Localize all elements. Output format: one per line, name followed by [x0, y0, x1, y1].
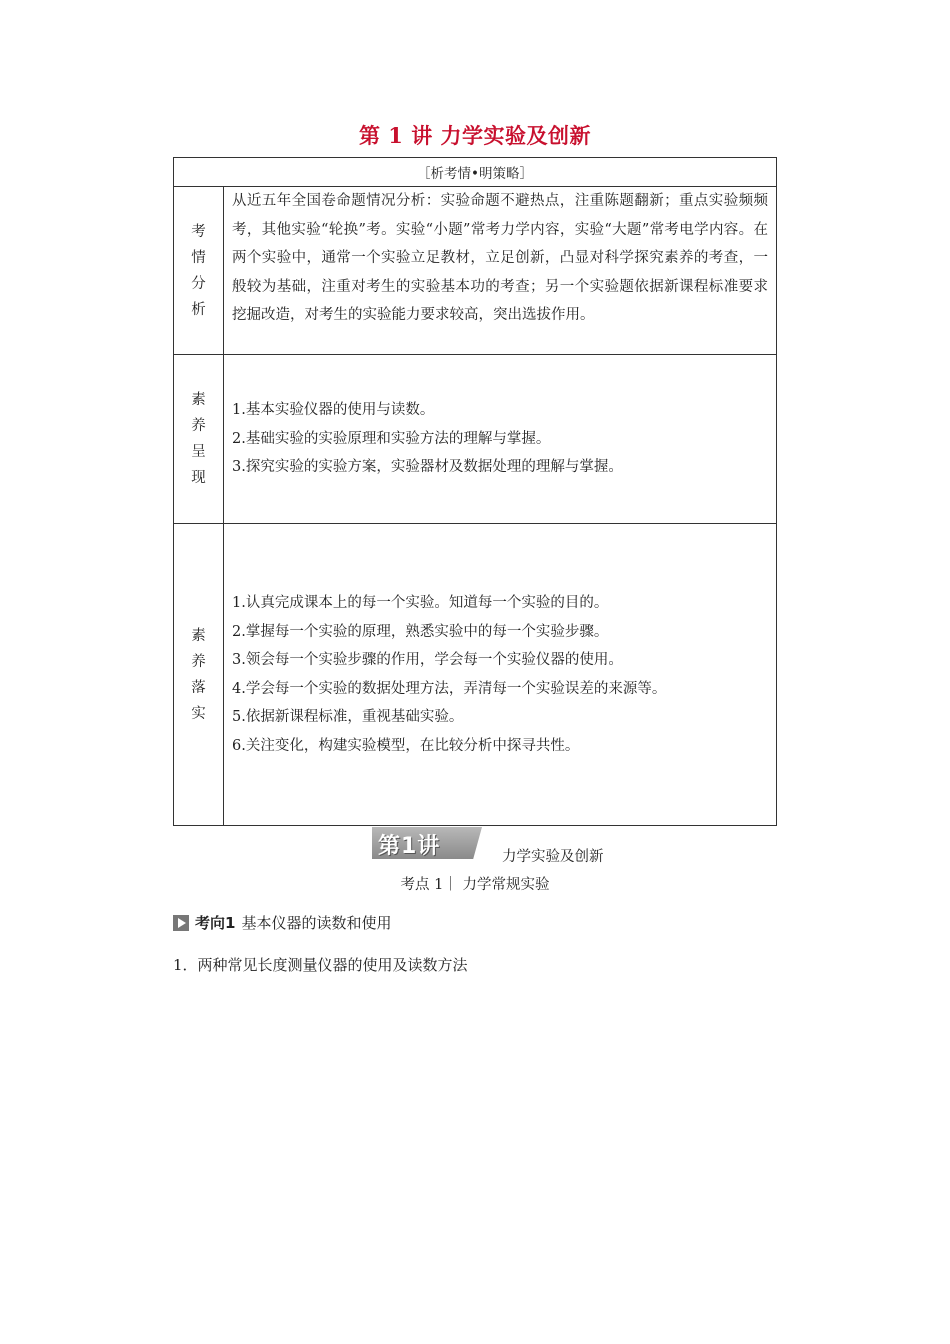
- subsection-text: 基本仪器的读数和使用: [241, 914, 392, 932]
- row-label: 素 养 落 实: [174, 524, 224, 826]
- table-row: [174, 355, 777, 524]
- list-item: 4.学会每一个实验的数据处理方法，弄清每一个实验误差的来源等。: [232, 680, 667, 697]
- list-item: 2.基础实验的实验原理和实验方法的理解与掌握。: [232, 430, 551, 447]
- subsection-heading: [173, 912, 391, 933]
- list-item: 6.关注变化，构建实验模型，在比较分析中探寻共性。: [232, 737, 580, 754]
- banner-badge: 第1讲: [378, 834, 441, 859]
- page-title: 第 1 讲 力学实验及创新: [358, 123, 592, 148]
- row-label: 素 养 呈 现: [174, 355, 224, 524]
- list-item: 1.基本实验仪器的使用与读数。: [232, 402, 435, 419]
- row-content: 从近五年全国卷命题情况分析：实验命题不避热点，注重陈题翻新；重点实验频频考，其他实验“轮换”考。实验“小题”常考力学内容，实验“大题”常考电学内容。在两个实验中，通常一个实验立足教材，立足创新，凸显对科学探究素养的考查，一般较为基础，注重对考生的实验基本功的考查；另一个实验题依据新课程标准要求挖掘改造，对考生的实验能力要求较高，突出选拔作用。: [224, 187, 777, 355]
- list-item: 3.探究实验的实验方案，实验器材及数据处理的理解与掌握。: [232, 459, 623, 476]
- row-label: 考 情 分 析: [174, 187, 224, 355]
- play-triangle-icon: [173, 915, 189, 931]
- list-item: 2.掌握每一个实验的原理，熟悉实验中的每一个实验步骤。: [232, 623, 609, 640]
- list-item: 1.认真完成课本上的每一个实验。知道每一个实验的目的。: [232, 595, 609, 611]
- subsection-label: 考向1: [195, 914, 236, 932]
- row-content: [224, 355, 777, 524]
- table-header: ［析考情•明策略］: [174, 158, 777, 187]
- paragraph: 1．两种常见长度测量仪器的使用及读数方法: [173, 956, 468, 974]
- section-heading: 考点 1｜ 力学常规实验: [400, 877, 550, 893]
- table-row: [174, 187, 777, 355]
- list-item: 3.领会每一个实验步骤的作用，学会每一个实验仪器的使用。: [232, 652, 623, 668]
- list-item: 5.依据新课程标准，重视基础实验。: [232, 709, 464, 725]
- analysis-table: [173, 157, 777, 826]
- banner-subtitle: 力学实验及创新: [502, 849, 604, 865]
- lecture-banner: [372, 827, 622, 865]
- row-content: [224, 524, 777, 826]
- table-row: [174, 524, 777, 826]
